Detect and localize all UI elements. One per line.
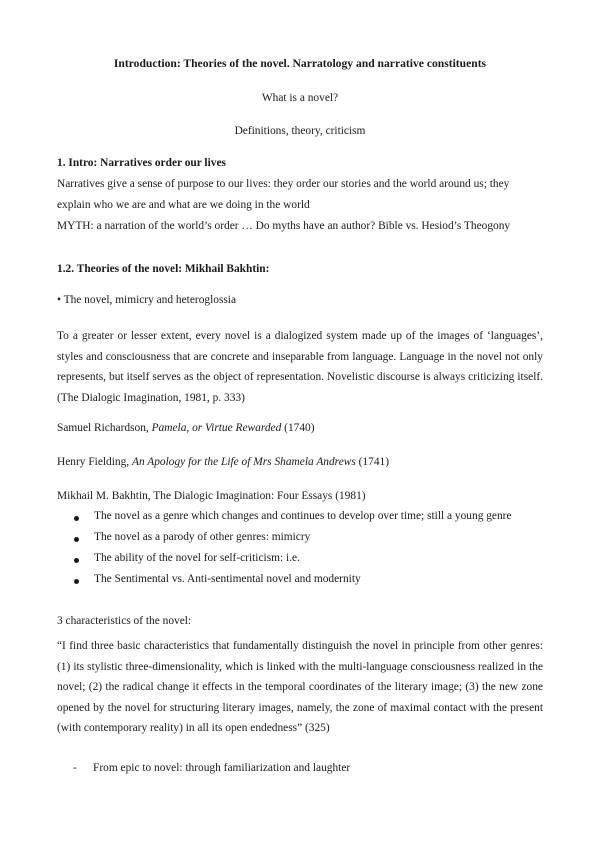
bullet-icon: [74, 579, 79, 584]
subtitle-question: What is a novel?: [261, 92, 339, 104]
section-1-line: MYTH: a narration of the world’s order … Do myths have an author? Bible vs. Hesiod’s Theogony: [57, 220, 511, 232]
document-title: Introduction: Theories of the novel. Narratology and narrative constituents: [113, 57, 487, 70]
list-item-text: The novel as a parody of other genres: mimicry: [94, 531, 311, 543]
section-1-line: Narratives give a sense of purpose to our lives: they order our stories and the world around us; they: [57, 178, 510, 190]
bakhtin-quote: To a greater or lesser extent, every novel is a dialogized system made up of the images of ‘languages’, styles and consciousness that are concrete and inseparable from language. Language in the novel not only represents, but itself serves as the object of representation. Novelistic discourse is always criticizing itself. (The Dialogic Imagination, 1981, p. 333): [57, 330, 543, 404]
bullet-icon: [74, 558, 79, 563]
bullet-icon: [74, 537, 79, 542]
characteristics-quote: “I find three basic characteristics that fundamentally distinguish the novel in principle from other genres: (1) its stylistic three-dimensionality, which is linked with the multi-language consciousness realized in the novel; (2) the radical change it effects in the temporal coordinates of the literary image; (3) the new zone opened by the novel for structuring literary images, namely, the zone of maximal contact with the present (with contemporary reality) in all its open endedness” (325): [57, 640, 543, 734]
section-1-line: explain who we are and what are we doing in the world: [57, 199, 310, 211]
reference-author: Samuel Richardson,: [57, 422, 152, 434]
reference-richardson: [57, 422, 315, 434]
reference-year: (1741): [355, 456, 389, 468]
subtitle-definitions: Definitions, theory, criticism: [234, 125, 366, 137]
list-item-text: The novel as a genre which changes and continues to develop over time; still a young genre: [94, 510, 512, 522]
bullet-icon: [74, 516, 79, 521]
reference-fielding: [57, 456, 389, 468]
section-2-heading: 1.2. Theories of the novel: Mikhail Bakhtin:: [57, 263, 270, 275]
list-item-text: The Sentimental vs. Anti-sentimental novel and modernity: [94, 573, 361, 585]
dash-marker: -: [73, 762, 77, 774]
list-item-text: From epic to novel: through familiarization and laughter: [93, 762, 351, 774]
reference-work-title: Pamela, or Virtue Rewarded: [151, 422, 282, 434]
list-item-text: The ability of the novel for self-criticism: i.e.: [94, 552, 300, 564]
reference-work-title: An Apology for the Life of Mrs Shamela Andrews: [131, 456, 356, 468]
section-1-heading: 1. Intro: Narratives order our lives: [57, 157, 226, 169]
reference-bakhtin: Mikhail M. Bakhtin, The Dialogic Imagination: Four Essays (1981): [57, 490, 366, 502]
characteristics-label: 3 characteristics of the novel:: [57, 615, 192, 627]
reference-author: Henry Fielding,: [57, 456, 132, 468]
reference-year: (1740): [281, 422, 315, 434]
topic-bullet-line: • The novel, mimicry and heteroglossia: [57, 294, 237, 306]
